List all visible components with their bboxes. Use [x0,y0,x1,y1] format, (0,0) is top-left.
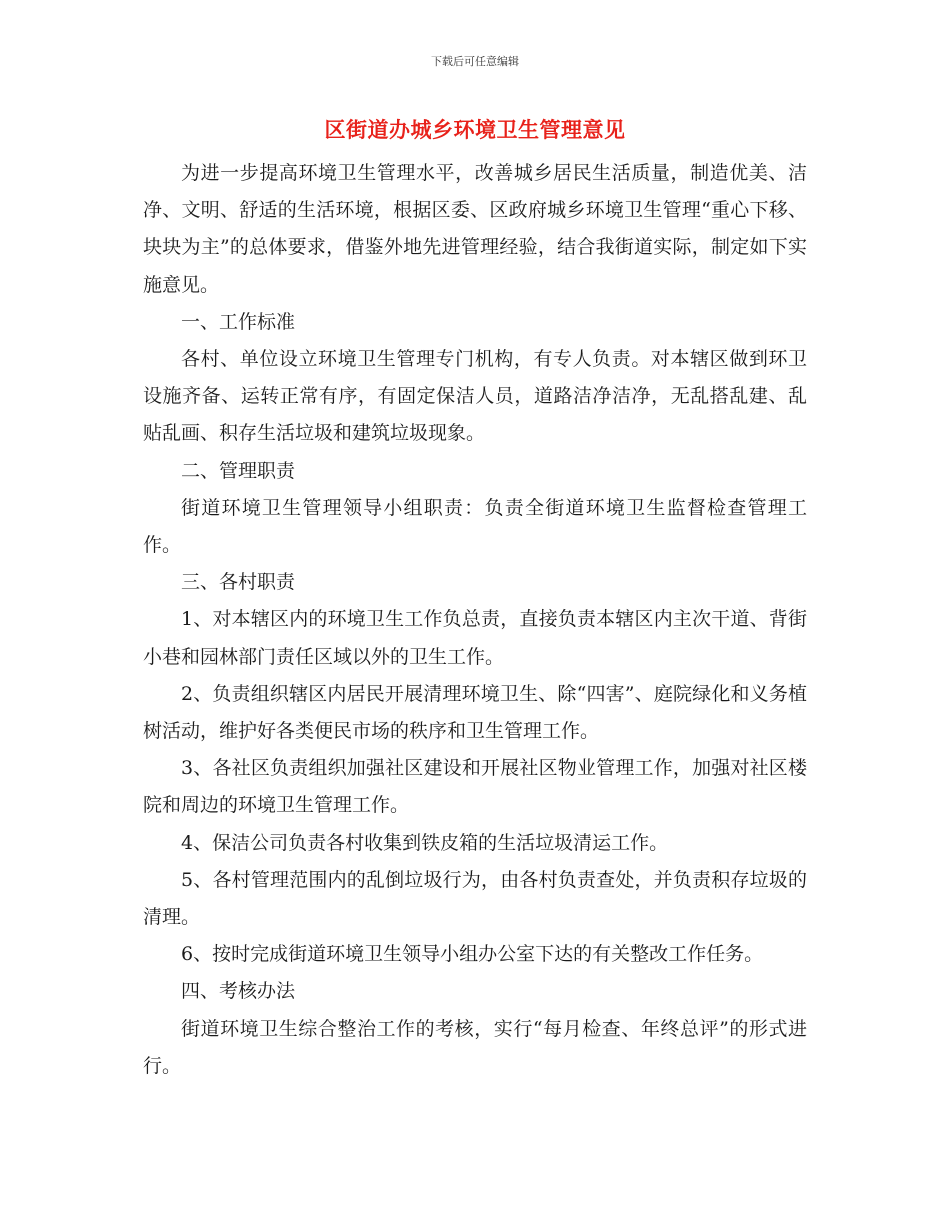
paragraph: 街道环境卫生综合整治工作的考核，实行“每月检查、年终总评”的形式进行。 [143,1017,807,1077]
section-heading-4: 四、考核办法 [181,980,296,1003]
list-item: 5、各村管理范围内的乱倒垃圾行为，由各村负责查处，并负责积存垃圾的清理。 [143,868,807,929]
document-body [143,155,807,1085]
list-item: 2、负责组织辖区内居民开展清理环境卫生、除“四害”、庭院绿化和义务植树活动，维护好各类便民市场的秩序和卫生管理工作。 [143,682,807,743]
section-heading-1: 一、工作标准 [181,310,296,333]
document-title: 区街道办城乡环境卫生管理意见 [324,117,626,142]
list-item: 4、保洁公司负责各村收集到铁皮箱的生活垃圾清运工作。 [181,831,669,854]
list-item: 3、各社区负责组织加强社区建设和开展社区物业管理工作，加强对社区楼院和周边的环境卫生管理工作。 [143,757,807,817]
page-header: 下载后可任意编辑 [431,55,519,68]
list-item: 1、对本辖区内的环境卫生工作负总责，直接负责本辖区内主次干道、背街小巷和园林部门责任区域以外的卫生工作。 [143,608,807,668]
list-item: 6、按时完成街道环境卫生领导小组办公室下达的有关整改工作任务。 [181,943,764,966]
section-heading-3: 三、各村职责 [181,571,296,594]
paragraph: 各村、单位设立环境卫生管理专门机构，有专人负责。对本辖区做到环卫设施齐备、运转正常有序，有固定保洁人员，道路洁净洁净，无乱搭乱建、乱贴乱画、积存生活垃圾和建筑垃圾现象。 [143,348,807,445]
section-heading-2: 二、管理职责 [181,459,296,482]
paragraph: 街道环境卫生管理领导小组职责：负责全街道环境卫生监督检查管理工作。 [143,496,807,557]
paragraph-intro: 为进一步提高环境卫生管理水平，改善城乡居民生活质量，制造优美、洁净、文明、舒适的生活环境，根据区委、区政府城乡环境卫生管理“重心下移、块块为主”的总体要求，借鉴外地先进管理经验，结合我街道实际，制定如下实施意见。 [143,162,807,296]
